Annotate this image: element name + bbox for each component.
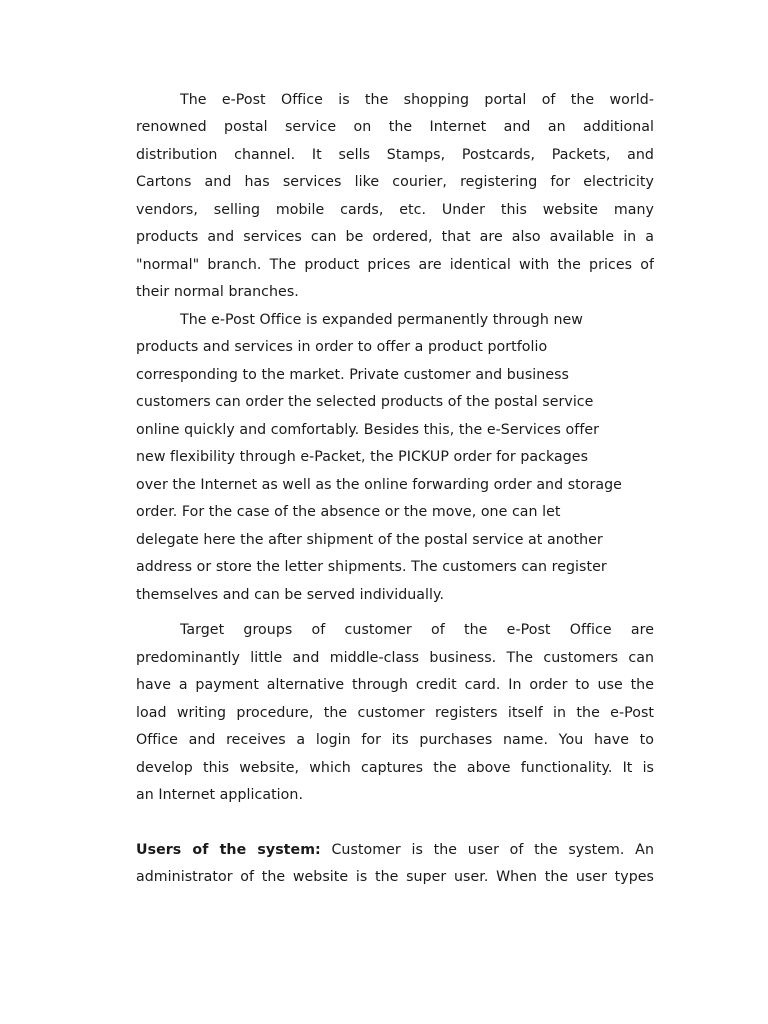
users-of-system-text: Customer is the user of the system. An [320, 842, 654, 858]
paragraph-1-line: renowned postal service on the Internet and an additional [136, 119, 654, 135]
paragraph-2-line: online quickly and comfortably. Besides this, the e-Services offer [136, 422, 600, 438]
paragraph-2-line: order. For the case of the absence or the move, one can let [136, 504, 561, 520]
users-of-system-line: administrator of the website is the super user. When the user types [136, 869, 654, 885]
paragraph-2-line: new flexibility through e-Packet, the PICKUP order for packages [136, 449, 589, 465]
paragraph-3-line: have a payment alternative through credit card. In order to use the [136, 677, 654, 693]
paragraph-2-line: customers can order the selected products of the postal service [136, 394, 594, 410]
paragraph-1-line: their normal branches. [136, 284, 299, 300]
paragraph-2-line: address or store the letter shipments. The customers can register [136, 559, 607, 575]
paragraph-2-line: products and services in order to offer a product portfolio [136, 339, 548, 355]
paragraph-3-line: predominantly little and middle-class business. The customers can [136, 650, 654, 666]
paragraph-1-line: "normal" branch. The product prices are identical with the prices of [136, 257, 654, 273]
paragraph-3-line: an Internet application. [136, 787, 304, 803]
paragraph-2-line: themselves and can be served individually. [136, 587, 445, 603]
paragraph-1-line: products and services can be ordered, that are also available in a [136, 229, 654, 245]
users-of-system-line [136, 840, 654, 860]
paragraph-3-line: Target groups of customer of the e-Post Office are [180, 622, 654, 638]
paragraph-3-line: develop this website, which captures the above functionality. It is [136, 760, 654, 776]
paragraph-2-line: The e-Post Office is expanded permanently through new [180, 312, 583, 328]
users-of-system-heading: Users of the system: [136, 842, 321, 858]
paragraph-1-line: The e-Post Office is the shopping portal of the world- [180, 92, 654, 108]
paragraph-2-line: corresponding to the market. Private customer and business [136, 367, 569, 383]
paragraph-2-line: over the Internet as well as the online forwarding order and storage [136, 477, 622, 493]
paragraph-3-line: Office and receives a login for its purchases name. You have to [136, 732, 654, 748]
paragraph-1-line: distribution channel. It sells Stamps, Postcards, Packets, and [136, 147, 654, 163]
paragraph-3-line: load writing procedure, the customer registers itself in the e-Post [136, 705, 654, 721]
paragraph-1-line: Cartons and has services like courier, registering for electricity [136, 174, 654, 190]
paragraph-1-line: vendors, selling mobile cards, etc. Under this website many [136, 202, 654, 218]
paragraph-2-line: delegate here the after shipment of the postal service at another [136, 532, 603, 548]
